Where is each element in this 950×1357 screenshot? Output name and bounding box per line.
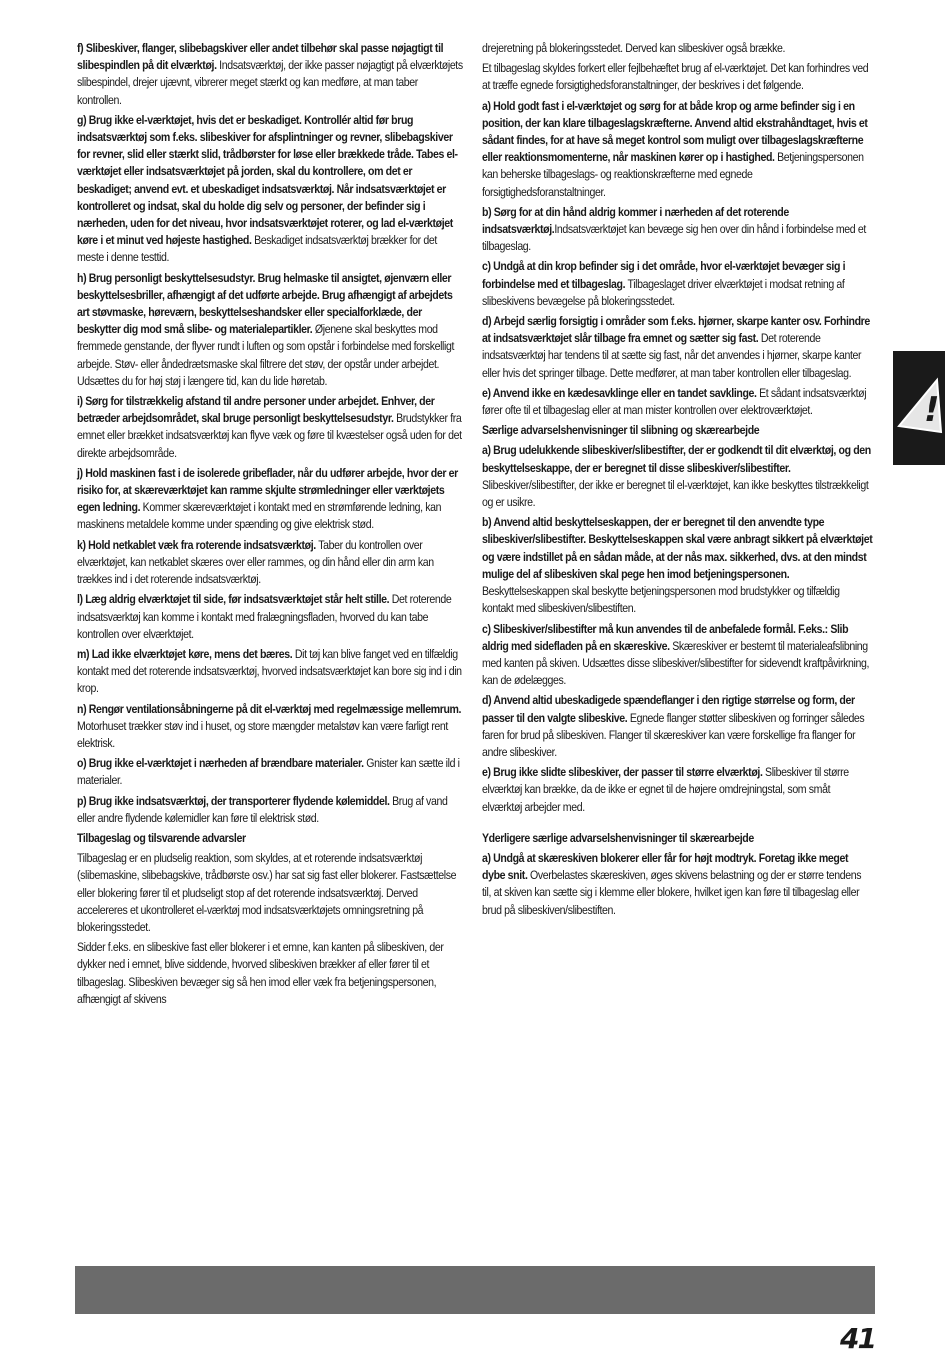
item-h: h) Brug personligt beskyttelsesudstyr. Brug helmaske til ansigtet, øjenværn eller beskyttelsesbriller, afhængigt af det udførte arbejde. Brug afhængigt af arbejdets art støvmaske, høreværn, beskyttelseshandsker eller specialforklæde, der beskytter dig mod små slibe- og materialepartikler. Øjenene skal beskyttes mod fremmede genstande, der flyver rundt i luften og som opstår i forbindelse med forskelligt arbejde. Støv- eller åndedrætsmaske skal filtrere det støv, der opstår under arbejdet. Udsættes du for høj støj i længere tid, kan du lide høretab. [77, 270, 455, 388]
side-tab [893, 351, 945, 465]
grinding-item-d: d) Anvend altid ubeskadigede spændeflanger i den rigtige størrelse og form, der passer til den valgte slibeskive. Egnede flanger støtter slibeskiven og forringer således faren for brud på slibeskiven. Flanger til skæreskiver kan være forskellige fra flanger for andre slibeskiver. [482, 693, 865, 759]
cutting-heading: Yderligere særlige advarselshenvisninger til skærearbejde [482, 830, 754, 845]
svg-text:!: ! [924, 390, 940, 430]
grinding-item-e: e) Brug ikke slidte slibeskiver, der passer til større elværktøj. Slibeskiver til større elværktøj kan brække, da de ikke er egnet til de højere omdrejningstal, som småt elværktøj arbejder med. [482, 765, 849, 814]
kickback-item-a: a) Hold godt fast i el-værktøjet og sørg for at både krop og arme befinder sig i en position, der kan klare tilbageslagskræfterne. Anvend altid ekstrahåndtaget, hvis et sådant findes, for at have så meget kontrol som muligt over tilbageslagskræfterne eller reaktionsmomenterne, når maskinen kører op i hastighed. Betjeningspersonen kan beherske tilbageslags- og reaktionskræfterne med egnede forsigtighedsforanstaltninger. [482, 98, 868, 199]
cutting-item-a: a) Undgå at skæreskiven blokerer eller får for højt modtryk. Foretag ikke meget dybe snit. Overbelastes skæreskiven, øges skivens belastning og der er større tendens til, at skiven kan sætte sig i klemme eller blokere, hvilket igen kan føre til tilbageslag eller brud på slibeskiven/slibestiften. [482, 850, 862, 917]
kickback-item-b: b) Sørg for at din hånd aldrig kommer i nærheden af det roterende indsatsværktøj.Indsatsværktøjet kan bevæge sig hen over din hånd i forbindelse med et tilbageslag. [482, 204, 866, 254]
continued-paragraph-1: drejeretning på blokeringsstedet. Derved kan slibeskiver også brække. [482, 41, 786, 55]
item-f: f) Slibeskiver, flanger, slibebagskiver eller andet tilbehør skal passe nøjagtigt til slibespindlen på dit elværktøj. Indsatsværktøj, der ikke passer nøjagtigt på elværktøjets slibespindel, drejer ujævnt, vibrerer meget stærkt og kan medføre, at man taber kontrollen. [77, 41, 463, 107]
footer-bar [75, 1266, 875, 1314]
kickback-item-c: c) Undgå at din krop befinder sig i det område, hvor el-værktøjet bevæger sig i forbindelse med et tilbageslag. Tilbageslaget driver elværktøjet i modsat retning af slibeskivens bevægelse på blokeringsstedet. [482, 259, 846, 308]
kickback-paragraph-2: Sidder f.eks. en slibeskive fast eller blokerer i et emne, kan kanten på slibeskiven, der dykker ned i emnet, blive siddende, hvorved slibeskiven brækker af eller fører til et tilbageslag. Slibeskiven bevæger sig så hen imod eller væk fra betjeningspersonen, afhængigt af skivens [77, 940, 444, 1006]
kickback-heading: Tilbageslag og tilsvarende advarsler [77, 830, 246, 845]
grinding-heading: Særlige advarselshenvisninger til slibning og skærearbejde [482, 423, 760, 438]
item-n: n) Rengør ventilationsåbningerne på dit el-værktøj med regelmæssige mellemrum. Motorhuset trækker støv ind i huset, og store mængder metalstøv kan være farligt rent elektrisk. [77, 701, 462, 750]
kickback-item-e: e) Anvend ikke en kædesavklinge eller en tandet savklinge. Et sådant indsatsværktøj fører ofte til et tilbageslag eller at man mister kontrollen over elektroværktøjet. [482, 385, 867, 418]
item-k: k) Hold netkablet væk fra roterende indsatsværktøj. Taber du kontrollen over elværktøjet, kan netkablet skæres over eller rammes, og din hånd eller din arm kan trækkes ind i det roterende indsatsværktøj. [77, 537, 434, 587]
left-column [77, 40, 464, 1011]
continued-paragraph-2: Et tilbageslag skyldes forkert eller fejlbehæftet brug af el-værktøjet. Det kan forhindres ved at træffe egnede forsigtighedsforanstaltninger, der beskrives i det følgende. [482, 61, 869, 93]
grinding-item-c: c) Slibeskiver/slibestifter må kun anvendes til de anbefalede formål. F.eks.: Slib aldrig med sidefladen på en skæreskive. Skæreskiver er bestemt til materialeafslibning med kanten på skiven. Udsættes disse slibeskiver/slibestifter for sidevendt kraftpåvirkning, kan de ødelægges. [482, 621, 870, 688]
page-number: 41 [840, 1322, 875, 1355]
kickback-item-d: d) Arbejd særlig forsigtig i områder som f.eks. hjørner, skarpe kanter osv. Forhindre at indsatsværktøjet slår tilbage fra emnet og sætter sig fast. Det roterende indsatsværktøj har tendens til at sætte sig fast, når det anvendes i hjørner, skarpe kanter eller hvis det springer tilbage. Dette medfører, at man taber kontrollen eller tilbageslag. [482, 314, 870, 380]
right-column [482, 40, 872, 922]
item-l: l) Læg aldrig elværktøjet til side, før indsatsværktøjet står helt stille. Det roterende indsatsværktøj kan komme i kontakt med fralægningsfladen, hvorved du kan tabe kontrollen over elværktøjet. [77, 592, 452, 641]
item-i: i) Sørg for tilstrækkelig afstand til andre personer under arbejdet. Enhver, der betræder arbejdsområdet, skal bruge personligt beskyttelsesudstyr. Brudstykker fra emnet eller brækket indsatsværktøj kan flyve væk og føre til kvæstelser også uden for det direkte arbejdsområde. [77, 394, 462, 460]
item-g: g) Brug ikke el-værktøjet, hvis det er beskadiget. Kontrollér altid før brug indsatsværktøj som f.eks. slibeskiver for afsplintninger og revner, slibebagskiver for revner, slid eller stærkt slid, trådbørster for løse eller brækkede tråde. Tabes el-værktøjet eller indsatsværktøjet på jorden, skal du kontrollere, om det er beskadiget; anvend evt. et ubeskadiget indsatsværktøj. Når indsatsværktøjet er kontrolleret og indsat, skal du holde dig selv og personer, der befinder sig i nærheden, uden for det niveau, hvor indsatsværktøjet roterer, og lad el-værktøjet køre i et minut ved højeste hastighed. Beskadiget indsatsværktøj brækker for det meste i denne testtid. [77, 112, 458, 265]
item-o: o) Brug ikke el-værktøjet i nærheden af brændbare materialer. Gnister kan sætte ild i materialer. [77, 756, 460, 788]
item-j: j) Hold maskinen fast i de isolerede gribeflader, når du udfører arbejde, hvor der er risiko for, at skæreværktøjet kan ramme skjulte strømledninger eller værktøjets egen ledning. Kommer skæreværktøjet i kontakt med en strømførende ledning, kan maskinens metaldele komme under spænding og give elektrisk stød. [77, 465, 458, 532]
kickback-paragraph-1: Tilbageslag er en pludselig reaktion, som skyldes, at et roterende indsatsværktøj (slibemaskine, slibebagskive, trådbørste osv.) har sat sig fast eller blokerer. Fastsættelse eller blokering fører til et pludseligt stop af det roterende indsatsværktøj. Derved accelereres et ukontrolleret el-værktøj mod indsatsværktøjets omningsretning på blokeringsstedet. [77, 851, 457, 934]
warning-triangle-icon [897, 376, 950, 436]
item-p: p) Brug ikke indsatsværktøj, der transporterer flydende kølemiddel. Brug af vand eller andre flydende kølemidler kan føre til elektrisk stød. [77, 793, 448, 825]
grinding-item-a: a) Brug udelukkende slibeskiver/slibestifter, der er godkendt til dit elværktøj, og den beskyttelseskappe, der er beregnet til disse slibeskiver/slibestifter. Slibeskiver/slibestifter, der ikke er beregnet til el-værktøjet, kan ikke beskyttes tilstrækkeligt og er usikre. [482, 443, 871, 510]
grinding-item-b: b) Anvend altid beskyttelseskappen, der er beregnet til den anvendte type slibeskiver/slibestifter. Beskyttelseskappen skal være anbragt sikkert på elværktøjet og være indstillet på en sådan måde, at der nås max. sikkerhed, dvs. at den mindst mulige del af slibeskiven skal pege hen imod betjeningspersonen. Beskyttelseskappen skal beskytte betjeningspersonen mod brudstykker og tilfældig kontakt med slibeskiven/slibestiften. [482, 515, 873, 616]
item-m: m) Lad ikke elværktøjet køre, mens det bæres. Dit tøj kan blive fanget ved en tilfældig kontakt med det roterende indsatsværktøj, hvorved indsatsværktøjet kan bore sig ind i din krop. [77, 646, 462, 696]
